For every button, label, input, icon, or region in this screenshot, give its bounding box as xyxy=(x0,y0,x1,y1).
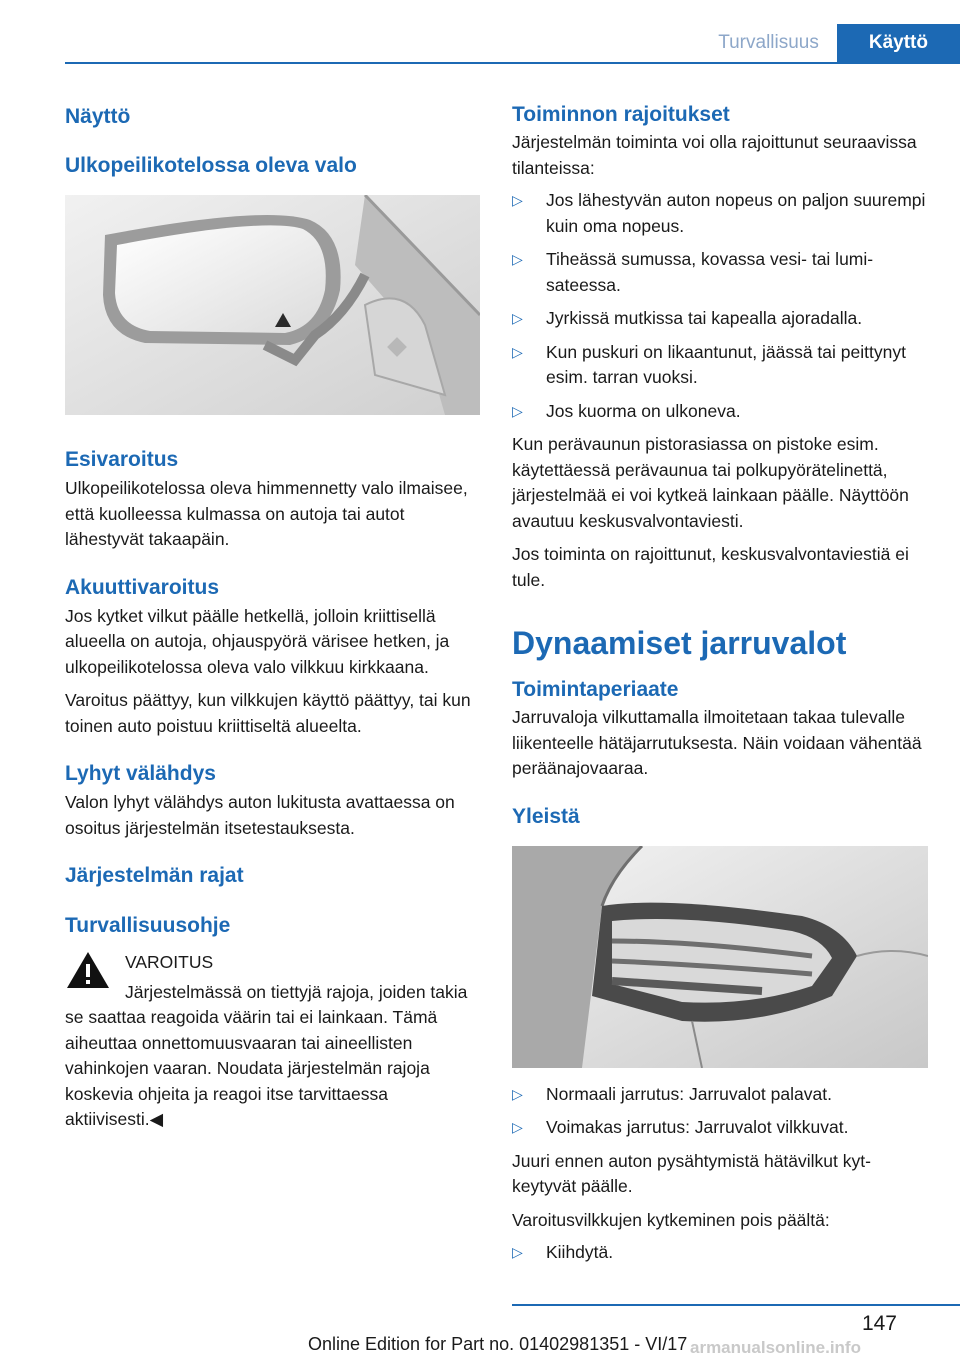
header-divider xyxy=(65,62,960,64)
paragraph-principle: Jarruvaloja vilkuttamalla ilmoitetaan takaa tulevalle liikenteelle hätäjarrutuksesta. Näin voidaan vähentää peräänajovaaraa. xyxy=(512,707,922,778)
restriction-list xyxy=(512,188,928,424)
left-column xyxy=(65,100,481,1133)
mirror-figure xyxy=(65,195,480,415)
paragraph-restrictions: Järjestelmän toiminta voi olla rajoittunut seuraavissa tilanteissa: xyxy=(512,132,917,178)
list-item: ▷ Voimakas jarrutus: Jarruvalot vilkkuvat. xyxy=(512,1115,928,1141)
heading-short-flash: Lyhyt välähdys xyxy=(65,762,216,785)
list-item: ▷ Jyrkissä mutkissa tai kapealla ajoradalla. xyxy=(512,306,928,332)
heading-principle: Toimintaperiaate xyxy=(512,678,679,701)
paragraph-switch-off: Varoitusvilkkujen kytkeminen pois päältä: xyxy=(512,1209,830,1230)
paragraph-hazard: Juuri ennen auton pysähtymistä hätävilkut kytkeytyvät päälle. xyxy=(512,1150,871,1196)
heading-display: Näyttö xyxy=(65,105,131,128)
mirror-illustration xyxy=(65,195,480,415)
heading-prewarning: Esivaroitus xyxy=(65,448,179,471)
tail-light-figure xyxy=(512,846,928,1068)
triangle-bullet-icon: ▷ xyxy=(512,1085,523,1102)
brake-list xyxy=(512,1082,928,1141)
tab-safety[interactable]: Turvallisuus xyxy=(700,24,837,62)
triangle-bullet-icon: ▷ xyxy=(512,251,523,267)
heading-function-restrictions: Toiminnon rajoitukset xyxy=(512,103,730,126)
warning-triangle-icon xyxy=(65,950,111,990)
list-item: ▷ Jos kuorma on ulkoneva. xyxy=(512,399,928,425)
list-item: ▷ Normaali jarrutus: Jarruvalot palavat. xyxy=(512,1082,928,1108)
list-item: ▷ Jos lähestyvän auton nopeus on paljon suurempi kuin oma nopeus. xyxy=(512,190,926,236)
paragraph-acute-1: Jos kytket vilkut päälle hetkellä, jolloin kriittisellä alueella on autoja, ohjauspyörä värisee hetken, ja ulkopeilikotelossa oleva valo vilkkuu kirkkaana. xyxy=(65,605,450,677)
watermark: armanualsonline.info xyxy=(690,1338,861,1357)
switch-off-list xyxy=(512,1240,928,1266)
triangle-bullet-icon: ▷ xyxy=(512,402,523,419)
paragraph-acute-2: Varoitus päättyy, kun vilkkujen käyttö päättyy, tai kun toinen auto poistuu kriittiseltä alueelta. xyxy=(65,690,471,736)
edition-text: Online Edition for Part no. 01402981351 - VI/17 xyxy=(308,1334,688,1354)
list-item: ▷ Tiheässä sumussa, kovassa vesi- tai lumisateessa. xyxy=(512,249,874,295)
triangle-bullet-icon: ▷ xyxy=(512,343,523,360)
list-item: ▷ Kiihdytä. xyxy=(512,1240,928,1266)
paragraph-trailer: Kun perävaunun pistorasiassa on pistoke esim. käytettäessä perävaunua tai polkupyörätelinettä, järjestelmää ei voi kytkeä lainkaan päälle. Näyttöön avautuu keskusvalvontaviesti. xyxy=(512,434,909,531)
warning-block xyxy=(65,950,481,1133)
triangle-bullet-icon: ▷ xyxy=(512,310,523,326)
heading-safety-note: Turvallisuusohje xyxy=(65,914,231,937)
right-column xyxy=(512,100,928,1274)
triangle-bullet-icon: ▷ xyxy=(512,1119,523,1135)
tab-operation[interactable]: Käyttö xyxy=(837,24,960,62)
paragraph-prewarning: Ulkopeilikotelossa oleva himmennetty valo ilmaisee, että kuolleessa kulmassa on autoja tai autot lähestyvät takaapäin. xyxy=(65,478,468,549)
heading-general: Yleistä xyxy=(512,804,580,828)
tail-light-illustration xyxy=(512,846,928,1068)
list-item: ▷ Kun puskuri on likaantunut, jäässä tai peittynyt esim. tarran vuoksi. xyxy=(512,341,906,387)
heading-system-limits: Järjestelmän rajat xyxy=(65,864,244,887)
heading-acute-warning: Akuuttivaroitus xyxy=(65,575,220,599)
header-tabs xyxy=(700,24,960,62)
triangle-bullet-icon: ▷ xyxy=(512,1244,523,1260)
warning-text: Järjestelmässä on tiettyjä rajoja, joiden takia se saattaa reagoida väärin tai ei lainkaan. Tämä aiheuttaa onnettomuusvaaran tai aineellisten vahinkojen vaaran. Noudata järjestelmän rajoja koskevia ohjeita ja reagoi itse tarvittaessa aktiivisesti.◀ xyxy=(65,981,468,1129)
paragraph-restricted: Jos toiminta on rajoittunut, keskusvalvontaviestiä ei tule. xyxy=(512,544,909,590)
triangle-bullet-icon: ▷ xyxy=(512,192,523,208)
page-number: 147 xyxy=(861,1312,897,1335)
heading-mirror-light: Ulkopeilikotelossa oleva valo xyxy=(65,154,357,177)
footer-divider xyxy=(512,1304,960,1306)
warning-title: VAROITUS xyxy=(125,952,214,972)
paragraph-short-flash: Valon lyhyt välähdys auton lukitusta avattaessa on osoitus järjestelmän itsetestauksesta. xyxy=(65,792,455,838)
heading-dynamic-brake-lights: Dynaamiset jarruvalot xyxy=(512,625,847,661)
